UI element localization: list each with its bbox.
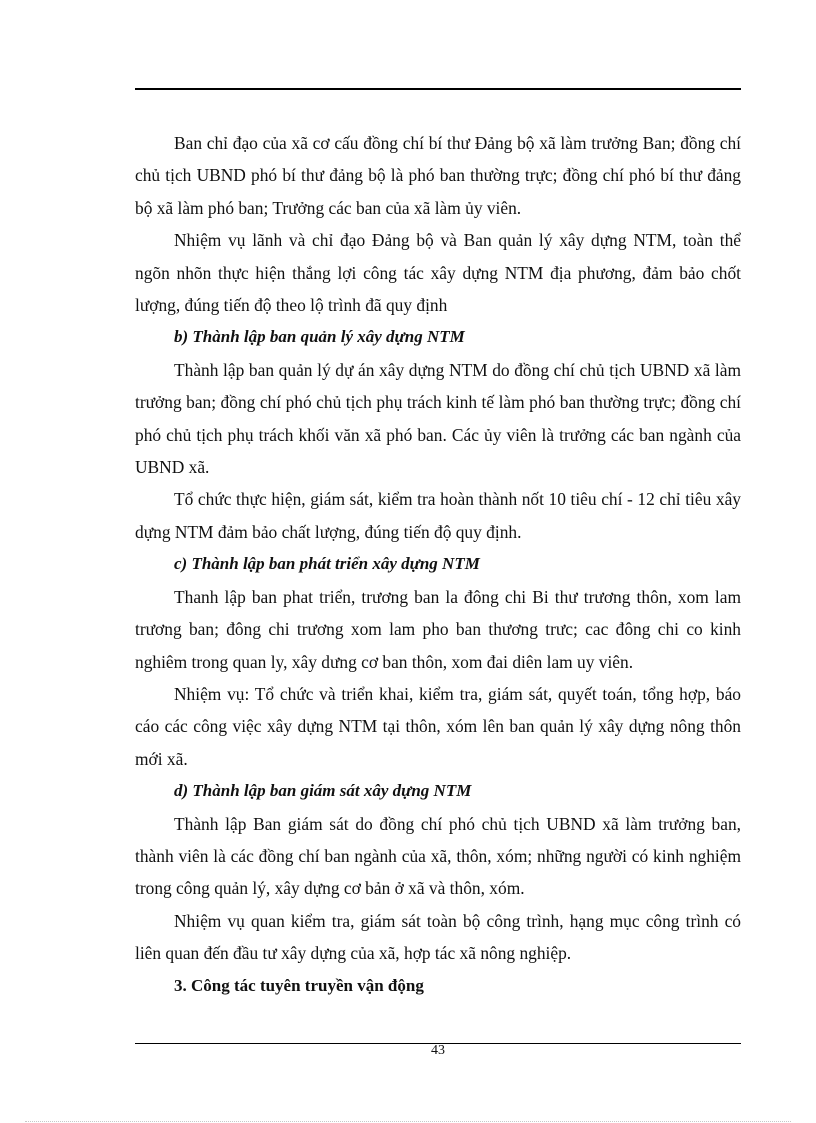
page-bottom-edge — [25, 1121, 791, 1122]
page-number: 43 — [431, 1043, 445, 1058]
section-heading: 3. Công tác tuyên truyền vận động — [174, 975, 424, 995]
paragraph: Ban chỉ đạo của xã cơ cấu đồng chí bí thư Đảng bộ xã làm trưởng Ban; đồng chí chủ tịch UBND phó bí thư đảng bộ là phó ban thường trực; đồng chí phó bí thư đảng bộ xã làm phó ban; Trưởng các ban của xã làm ủy viên. — [135, 133, 741, 218]
paragraph: Thanh lập ban phat triển, trương ban la đông chi Bi thư trương thôn, xom lam trương ban; đông chi trương xom lam pho ban thương trưc; cac đông chi co kinh nghiêm trong quan ly, xây dưng cơ ban thôn, xom đai diên lam uy viên. — [135, 586, 741, 672]
document-body — [135, 127, 741, 1002]
paragraph: Tổ chức thực hiện, giám sát, kiểm tra hoàn thành nốt 10 tiêu chí - 12 chỉ tiêu xây dựng NTM đảm bảo chất lượng, đúng tiến độ quy định. — [135, 489, 741, 542]
paragraph: Nhiệm vụ: Tổ chức và triển khai, kiểm tra, giám sát, quyết toán, tổng hợp, báo cáo các công việc xây dựng NTM tại thôn, xóm lên ban quản lý xây dựng nông thôn mới xã. — [135, 683, 741, 769]
paragraph: Thành lập ban quản lý dự án xây dựng NTM do đồng chí chủ tịch UBND xã làm trưởng ban; đồng chí phó chủ tịch phụ trách kinh tế làm phó ban thường trực; đồng chí phó chủ tịch phụ trách khối văn xã phó ban. Các ủy viên là trưởng các ban ngành của UBND xã. — [135, 359, 741, 478]
paragraph: Thành lập Ban giám sát do đồng chí phó chủ tịch UBND xã làm trưởng ban, thành viên là các đồng chí ban ngành của xã, thôn, xóm; những người có kinh nghiệm trong công quản lý, xây dựng cơ bản ở xã và thôn, xóm. — [135, 813, 741, 899]
subsection-heading: c) Thành lập ban phát triển xây dựng NTM — [174, 554, 480, 574]
header-rule — [135, 88, 741, 90]
paragraph: Nhiệm vụ quan kiểm tra, giám sát toàn bộ công trình, hạng mục công trình có liên quan đến đầu tư xây dựng của xã, hợp tác xã nông nghiệp. — [135, 910, 741, 964]
subsection-heading: d) Thành lập ban giám sát xây dựng NTM — [174, 781, 472, 801]
paragraph: Nhiệm vụ lãnh và chỉ đạo Đảng bộ và Ban quản lý xây dựng NTM, toàn thể ngõn nhõn thực hiện thắng lợi công tác xây dựng NTM địa phương, đảm bảo chốt lượng, đúng tiến độ theo lộ trình đã quy định — [135, 230, 741, 316]
subsection-heading: b) Thành lập ban quản lý xây dựng NTM — [174, 327, 465, 347]
